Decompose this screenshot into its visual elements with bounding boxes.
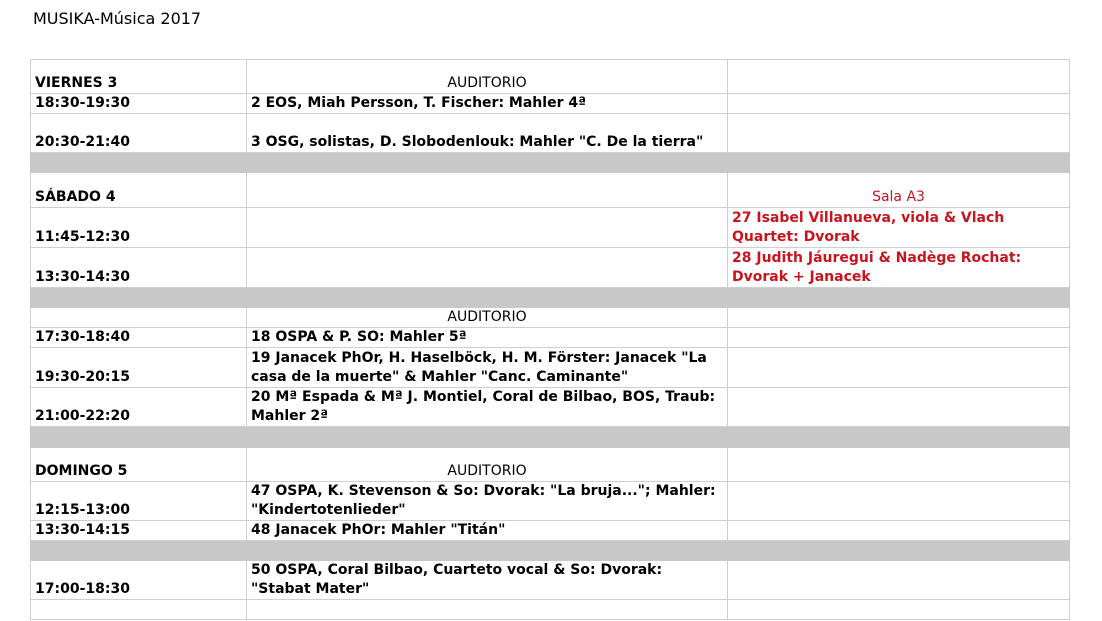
time-cell: 19:30-20:15	[31, 348, 247, 388]
day-header-row-friday	[31, 60, 1070, 94]
time-cell: 17:30-18:40	[31, 328, 247, 348]
empty-cell	[31, 308, 247, 328]
venue-label-auditorio: AUDITORIO	[247, 448, 728, 482]
table-row	[31, 521, 1070, 541]
time-cell: 12:15-13:00	[31, 482, 247, 521]
empty-cell	[728, 561, 1070, 600]
event-cell: 47 OSPA, K. Stevenson & So: Dvorak: "La bruja..."; Mahler: "Kindertotenlieder"	[247, 482, 728, 521]
empty-cell	[728, 114, 1070, 153]
table-row	[31, 328, 1070, 348]
empty-cell	[728, 388, 1070, 427]
time-cell: 17:00-18:30	[31, 561, 247, 600]
time-cell: 11:45-12:30	[31, 208, 247, 248]
document-title: MUSIKA-Música 2017	[33, 9, 202, 28]
empty-cell	[728, 600, 1070, 620]
empty-cell	[247, 173, 728, 208]
day-header-row-sunday	[31, 448, 1070, 482]
separator-row	[31, 288, 1070, 308]
event-cell: 19 Janacek PhOr, H. Haselböck, H. M. Förster: Janacek "La casa de la muerte" & Mahler "Canc. Caminante"	[247, 348, 728, 388]
empty-cell	[728, 94, 1070, 114]
venue-label-auditorio: AUDITORIO	[247, 308, 728, 328]
empty-cell	[247, 208, 728, 248]
empty-cell	[247, 600, 728, 620]
table-row	[31, 482, 1070, 521]
day-header-row-saturday	[31, 173, 1070, 208]
separator-row	[31, 427, 1070, 448]
empty-cell	[728, 348, 1070, 388]
venue-label-sala-a3: Sala A3	[728, 173, 1070, 208]
table-row	[31, 114, 1070, 153]
table-row	[31, 561, 1070, 600]
event-cell: 2 EOS, Miah Persson, T. Fischer: Mahler 4ª	[247, 94, 728, 114]
empty-cell	[728, 308, 1070, 328]
empty-cell	[31, 600, 247, 620]
day-label-saturday: SÁBADO 4	[31, 173, 247, 208]
separator-row	[31, 541, 1070, 561]
table-row	[31, 248, 1070, 288]
time-cell: 13:30-14:15	[31, 521, 247, 541]
event-cell: 28 Judith Jáuregui & Nadège Rochat: Dvorak + Janacek	[728, 248, 1070, 288]
event-cell: 27 Isabel Villanueva, viola & Vlach Quartet: Dvorak	[728, 208, 1070, 248]
time-cell: 13:30-14:30	[31, 248, 247, 288]
day-label-sunday: DOMINGO 5	[31, 448, 247, 482]
event-cell: 48 Janacek PhOr: Mahler "Titán"	[247, 521, 728, 541]
table-row	[31, 348, 1070, 388]
separator-row	[31, 153, 1070, 173]
empty-cell	[247, 248, 728, 288]
event-cell: 50 OSPA, Coral Bilbao, Cuarteto vocal & So: Dvorak: "Stabat Mater"	[247, 561, 728, 600]
time-cell: 20:30-21:40	[31, 114, 247, 153]
schedule-table	[30, 59, 1070, 620]
empty-cell	[728, 60, 1070, 94]
empty-cell	[728, 482, 1070, 521]
event-cell: 18 OSPA & P. SO: Mahler 5ª	[247, 328, 728, 348]
time-cell: 18:30-19:30	[31, 94, 247, 114]
event-cell: 3 OSG, solistas, D. Slobodenlouk: Mahler "C. De la tierra"	[247, 114, 728, 153]
venue-header-row	[31, 308, 1070, 328]
empty-cell	[728, 448, 1070, 482]
trailing-empty-row	[31, 600, 1070, 620]
table-row	[31, 388, 1070, 427]
table-row	[31, 208, 1070, 248]
table-row	[31, 94, 1070, 114]
venue-label-auditorio: AUDITORIO	[247, 60, 728, 94]
event-cell: 20 Mª Espada & Mª J. Montiel, Coral de Bilbao, BOS, Traub: Mahler 2ª	[247, 388, 728, 427]
day-label-friday: VIERNES 3	[31, 60, 247, 94]
empty-cell	[728, 328, 1070, 348]
time-cell: 21:00-22:20	[31, 388, 247, 427]
empty-cell	[728, 521, 1070, 541]
